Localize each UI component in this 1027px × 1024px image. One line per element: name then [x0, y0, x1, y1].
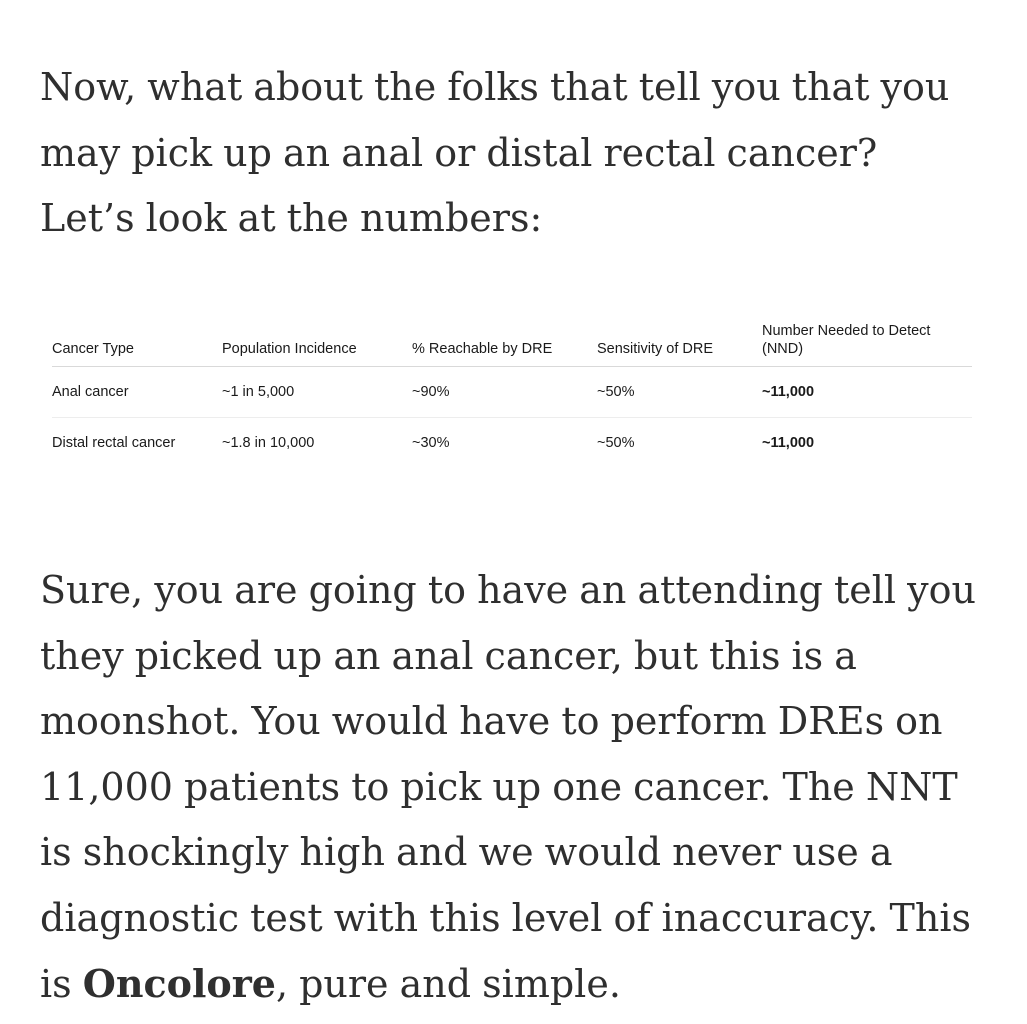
table-header-row — [52, 322, 972, 367]
intro-paragraph: Now, what about the folks that tell you that you may pick up an anal or distal rectal cancer? Let’s look at the numbers: — [40, 65, 950, 240]
cancer-detection-table — [52, 322, 972, 468]
table-row — [52, 367, 972, 418]
cell-sensitivity-of-dre: ~50% — [597, 367, 762, 418]
cell-cancer-type: Distal rectal cancer — [52, 435, 176, 451]
cell-sensitivity-of-dre: ~50% — [597, 435, 635, 451]
cell-number-needed-to-detect: ~11,000 — [762, 435, 815, 451]
data-table — [52, 322, 972, 468]
cell-reachable-by-dre: ~30% — [412, 435, 450, 451]
header-reachable-by-dre: % Reachable by DRE — [412, 322, 597, 367]
cell-population-incidence: ~1 in 5,000 — [222, 367, 412, 418]
table-row — [52, 418, 972, 469]
header-number-needed-to-detect: Number Needed to Detect (NND) — [762, 322, 972, 367]
cell-reachable-by-dre: ~90% — [412, 367, 597, 418]
body-paragraph — [40, 558, 990, 1018]
oncolore-emphasis: Oncolore — [82, 961, 276, 1006]
cell-number-needed-to-detect: ~11,000 — [762, 367, 972, 418]
body-tail: , pure and simple. — [275, 962, 621, 1006]
header-cancer-type: Cancer Type — [52, 322, 222, 367]
cell-cancer-type: Anal cancer — [52, 367, 222, 418]
cell-population-incidence: ~1.8 in 10,000 — [222, 435, 315, 451]
body-text: Sure, you are going to have an attending tell you they picked up an anal cancer, but this is a moonshot. You would have to perform DREs on 11,000 patients to pick up one cancer. The NNT is shockingly high and we would never use a diagnostic test with this level of inaccuracy. This is — [40, 568, 976, 1006]
header-population-incidence: Population Incidence — [222, 322, 412, 367]
header-sensitivity-of-dre: Sensitivity of DRE — [597, 322, 762, 367]
